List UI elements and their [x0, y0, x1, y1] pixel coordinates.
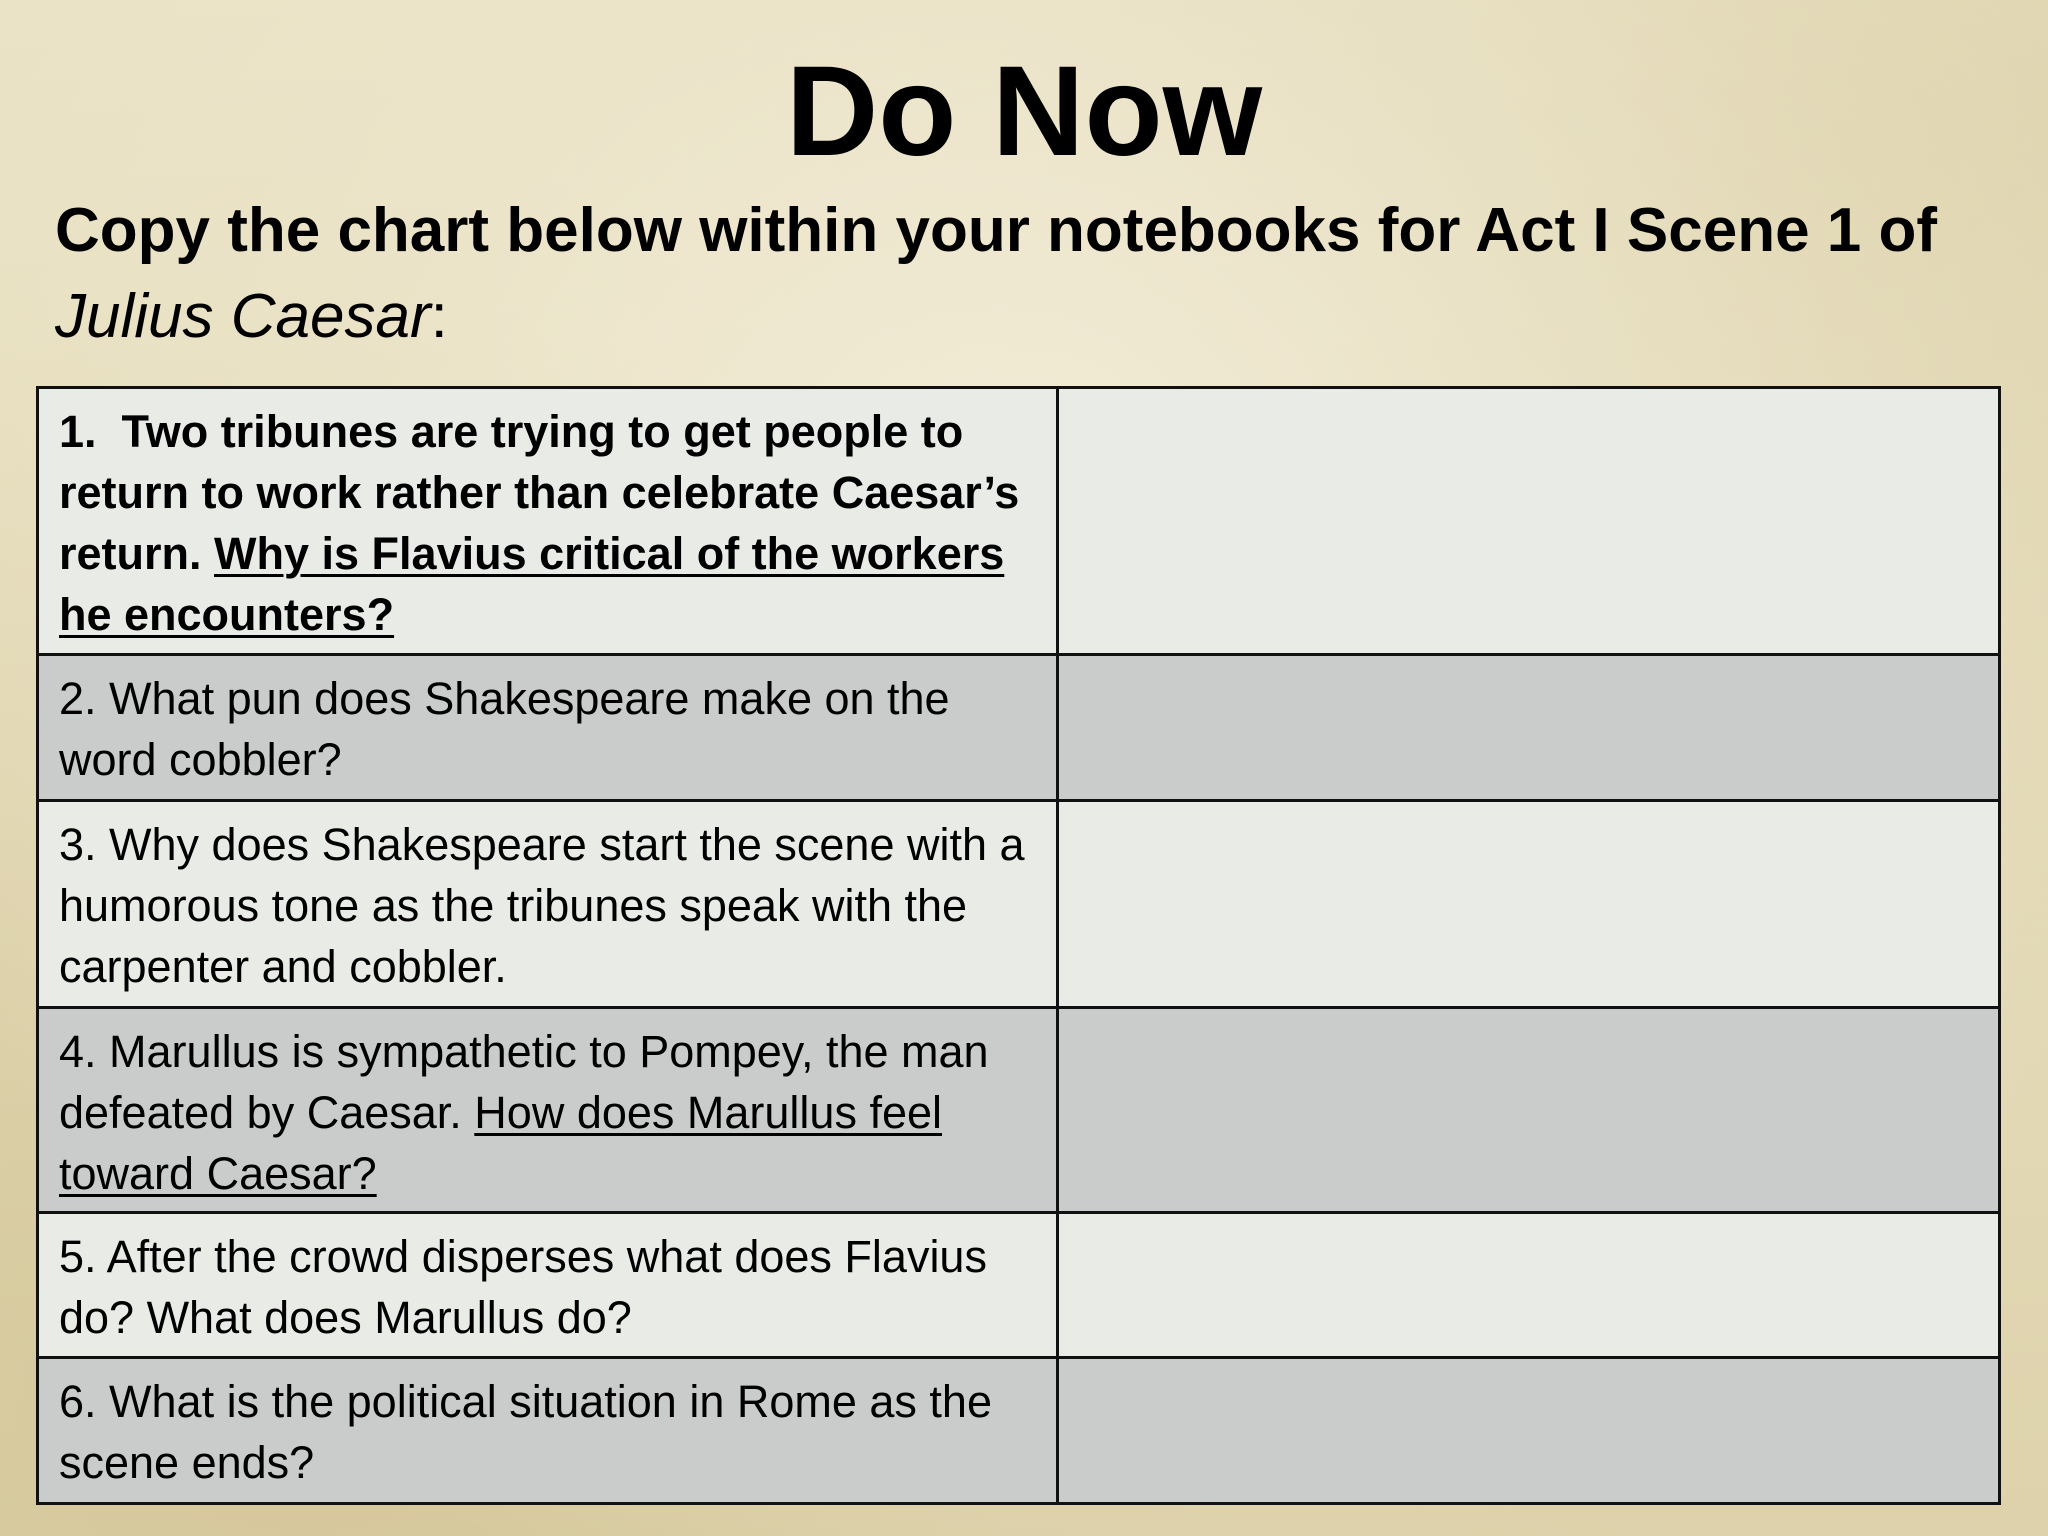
table-row [38, 1358, 2000, 1504]
question-cell-4 [38, 1008, 1058, 1213]
question-number: 5. [59, 1231, 97, 1282]
question-cell-6 [38, 1358, 1058, 1504]
notes-chart [36, 386, 2001, 1505]
question-number: 2. [59, 673, 97, 724]
answer-cell-4[interactable] [1058, 1008, 2000, 1213]
instructions [55, 188, 1955, 360]
table-row [38, 1213, 2000, 1358]
question-text: Two tribunes are trying to get people to return to work rather than celebrate Caesar’s return. [59, 406, 1020, 579]
question-text: What pun does Shakespeare make on the word cobbler? [59, 673, 950, 785]
table-row [38, 388, 2000, 655]
answer-cell-1[interactable] [1058, 388, 2000, 655]
answer-cell-3[interactable] [1058, 801, 2000, 1008]
question-underlined: How does Marullus feel toward Caesar? [59, 1087, 943, 1199]
question-cell-3 [38, 801, 1058, 1008]
question-text: After the crowd disperses what does Flavius do? What does Marullus do? [59, 1231, 987, 1343]
question-underlined: Why is Flavius critical of the workers he encounters? [59, 528, 1005, 640]
answer-cell-5[interactable] [1058, 1213, 2000, 1358]
play-title: Julius Caesar [55, 282, 431, 351]
instructions-text: Copy the chart below within your notebooks for Act I Scene 1 of [55, 196, 1938, 265]
question-text: Marullus is sympathetic to Pompey, the man defeated by Caesar. [59, 1026, 989, 1138]
question-text: Why does Shakespeare start the scene with a humorous tone as the tribunes speak with the carpenter and cobbler. [59, 819, 1025, 992]
question-text: What is the political situation in Rome as the scene ends? [59, 1376, 992, 1488]
table-row [38, 801, 2000, 1008]
instructions-colon: : [430, 282, 448, 351]
answer-cell-2[interactable] [1058, 655, 2000, 801]
question-number: 1. [59, 406, 97, 457]
answer-cell-6[interactable] [1058, 1358, 2000, 1504]
question-number: 4. [59, 1026, 97, 1077]
table-row [38, 655, 2000, 801]
question-cell-5 [38, 1213, 1058, 1358]
question-number: 3. [59, 819, 97, 870]
slide-title: Do Now [785, 40, 1263, 183]
question-number: 6. [59, 1376, 97, 1427]
question-cell-1 [38, 388, 1058, 655]
table-row [38, 1008, 2000, 1213]
question-cell-2 [38, 655, 1058, 801]
